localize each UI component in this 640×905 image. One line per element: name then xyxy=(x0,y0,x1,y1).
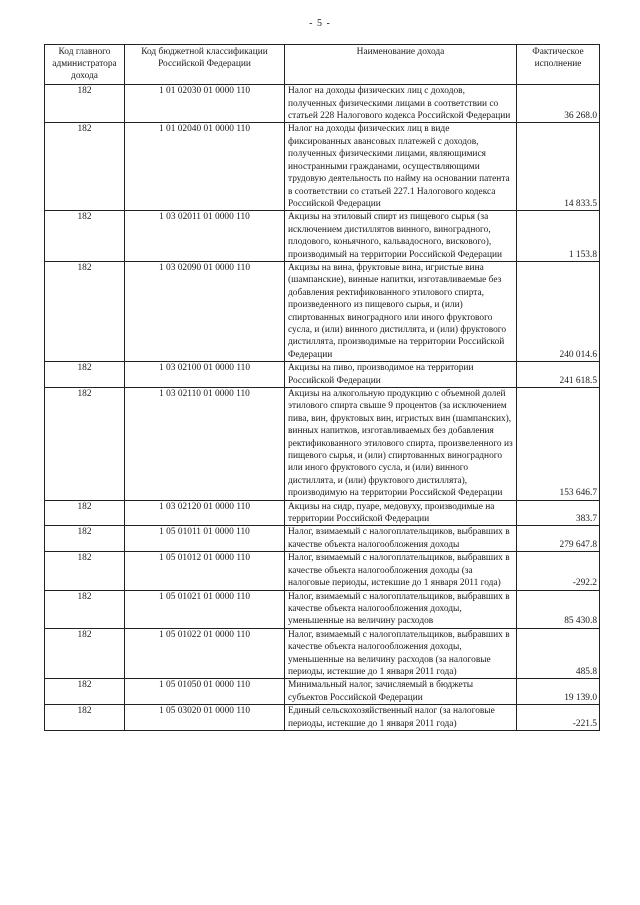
table-row xyxy=(45,526,600,552)
income-name-cell: Налог на доходы физических лиц с доходов, полученных физическими лицами в соответствии со статьей 228 Налогового кодекса Российской Федерации xyxy=(285,85,517,123)
income-name-cell: Налог, взимаемый с налогоплательщиков, выбравших в качестве объекта налогообложения доходы (за налоговые периоды, истекшие до 1 января 2011 года) xyxy=(285,552,517,590)
admin-code-cell: 182 xyxy=(45,85,125,123)
admin-code-cell: 182 xyxy=(45,500,125,526)
table-row xyxy=(45,362,600,388)
table-row xyxy=(45,211,600,262)
admin-code-cell: 182 xyxy=(45,705,125,731)
amount-cell: 240 014.6 xyxy=(517,261,600,361)
table-row xyxy=(45,679,600,705)
table-row xyxy=(45,628,600,679)
income-name-cell: Налог, взимаемый с налогоплательщиков, выбравших в качестве объекта налогообложения доходы, уменьшенные на величину расходов (за налоговые периоды, истекшие до 1 января 2011 года) xyxy=(285,628,517,679)
income-name-cell: Налог на доходы физических лиц в виде фиксированных авансовых платежей с доходов, полученных физическими лицами, являющимися иностранными гражданами, осуществляющими трудовую деятельность по найму на основании патента в соответствии со статьей 227.1 Налогового кодекса Российской Федерации xyxy=(285,123,517,211)
admin-code-cell: 182 xyxy=(45,526,125,552)
income-table xyxy=(44,44,600,731)
budget-code-cell: 1 05 01022 01 0000 110 xyxy=(125,628,285,679)
budget-code-cell: 1 03 02120 01 0000 110 xyxy=(125,500,285,526)
income-name-cell: Акцизы на этиловый спирт из пищевого сырья (за исключением дистиллятов винного, виноградного, плодового, коньячного, кальвадосного, вискового), производимый на территории Российской Федерации xyxy=(285,211,517,262)
income-name-cell: Акцизы на сидр, пуаре, медовуху, производимые на территории Российской Федерации xyxy=(285,500,517,526)
admin-code-cell: 182 xyxy=(45,123,125,211)
table-row xyxy=(45,500,600,526)
budget-code-cell: 1 05 01012 01 0000 110 xyxy=(125,552,285,590)
admin-code-cell: 182 xyxy=(45,261,125,361)
table-header-row xyxy=(45,45,600,85)
header-actual-amount: Фактическое исполнение xyxy=(517,45,600,85)
table-row xyxy=(45,85,600,123)
budget-code-cell: 1 05 01050 01 0000 110 xyxy=(125,679,285,705)
amount-cell: 19 139.0 xyxy=(517,679,600,705)
admin-code-cell: 182 xyxy=(45,388,125,501)
budget-code-cell: 1 03 02090 01 0000 110 xyxy=(125,261,285,361)
amount-cell: 36 268.0 xyxy=(517,85,600,123)
amount-cell: 14 833.5 xyxy=(517,123,600,211)
income-name-cell: Налог, взимаемый с налогоплательщиков, выбравших в качестве объекта налогообложения доходы xyxy=(285,526,517,552)
admin-code-cell: 182 xyxy=(45,211,125,262)
income-name-cell: Акцизы на алкогольную продукцию с объемной долей этилового спирта свыше 9 процентов (за исключением пива, вин, фруктовых вин, игристых вин (шампанских), винных напитков, изготавливаемых без добавления ректификованного этилового спирта, произвеленного из пищевого сырья, и (или) спиртованных виноградного или иного фруктового сусла, и (или) винного дистиллята, и (или) фруктового дистиллята), производимую на территории Российской Федерации xyxy=(285,388,517,501)
budget-code-cell: 1 03 02110 01 0000 110 xyxy=(125,388,285,501)
table-row xyxy=(45,590,600,628)
table-row xyxy=(45,261,600,361)
amount-cell: -292.2 xyxy=(517,552,600,590)
admin-code-cell: 182 xyxy=(45,552,125,590)
page-number: - 5 - xyxy=(309,18,331,29)
amount-cell: 85 430.8 xyxy=(517,590,600,628)
admin-code-cell: 182 xyxy=(45,590,125,628)
income-name-cell: Акцизы на пиво, производимое на территории Российской Федерации xyxy=(285,362,517,388)
budget-code-cell: 1 03 02011 01 0000 110 xyxy=(125,211,285,262)
header-income-name: Наименование дохода xyxy=(285,45,517,85)
income-name-cell: Минимальный налог, зачисляемый в бюджеты субъектов Российской Федерации xyxy=(285,679,517,705)
amount-cell: 1 153.8 xyxy=(517,211,600,262)
budget-code-cell: 1 03 02100 01 0000 110 xyxy=(125,362,285,388)
table-row xyxy=(45,552,600,590)
table-row xyxy=(45,388,600,501)
header-budget-code: Код бюджетной классификации Российской Федерации xyxy=(125,45,285,85)
admin-code-cell: 182 xyxy=(45,628,125,679)
amount-cell: 485.8 xyxy=(517,628,600,679)
budget-code-cell: 1 05 03020 01 0000 110 xyxy=(125,705,285,731)
income-name-cell: Единый сельскохозяйственный налог (за налоговые периоды, истекшие до 1 января 2011 года) xyxy=(285,705,517,731)
table-row xyxy=(45,123,600,211)
amount-cell: 383.7 xyxy=(517,500,600,526)
income-name-cell: Налог, взимаемый с налогоплательщиков, выбравших в качестве объекта налогообложения доходы, уменьшенные на величину расходов xyxy=(285,590,517,628)
table-row xyxy=(45,705,600,731)
admin-code-cell: 182 xyxy=(45,362,125,388)
amount-cell: 153 646.7 xyxy=(517,388,600,501)
budget-code-cell: 1 05 01021 01 0000 110 xyxy=(125,590,285,628)
amount-cell: -221.5 xyxy=(517,705,600,731)
budget-code-cell: 1 01 02030 01 0000 110 xyxy=(125,85,285,123)
budget-code-cell: 1 01 02040 01 0000 110 xyxy=(125,123,285,211)
amount-cell: 279 647.8 xyxy=(517,526,600,552)
income-name-cell: Акцизы на вина, фруктовые вина, игристые вина (шампанские), винные напитки, изготавливаемые без добавления ректификованного этилового спирта, произведенного из пищевого сырья, и (или) спиртованных виноградного или иного фруктового сусла, и (или) винного дистиллята, и (или) фруктового дистиллята, производимые на территории Российской Федерации xyxy=(285,261,517,361)
amount-cell: 241 618.5 xyxy=(517,362,600,388)
header-admin-code: Код главного администратора дохода xyxy=(45,45,125,85)
admin-code-cell: 182 xyxy=(45,679,125,705)
budget-code-cell: 1 05 01011 01 0000 110 xyxy=(125,526,285,552)
